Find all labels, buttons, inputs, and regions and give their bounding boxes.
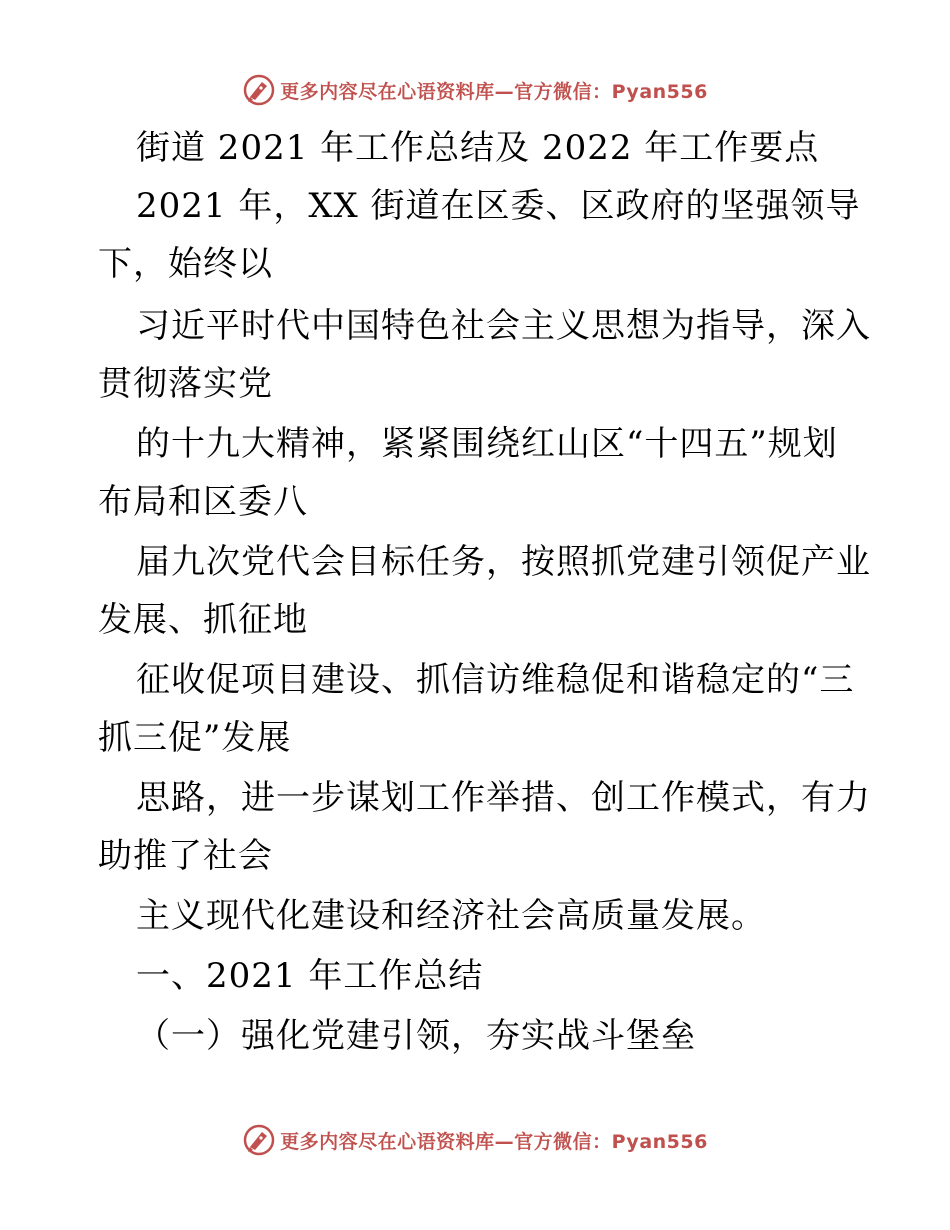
paragraph-line: 习近平时代中国特色社会主义思想为指导，深入 <box>136 306 871 346</box>
paragraph-line: 主义现代化建设和经济社会高质量发展。 <box>136 896 766 936</box>
pen-nib-circle-icon <box>242 73 276 107</box>
watermark-text: 更多内容尽在心语资料库—官方微信：Pyan556 <box>280 80 708 103</box>
footer-watermark <box>0 1120 950 1160</box>
paragraph-line: 抓三促”发展 <box>98 718 292 758</box>
paragraph-line: 2021 年，XX 街道在区委、区政府的坚强领导 <box>136 186 861 226</box>
pen-nib-circle-icon <box>242 1123 276 1157</box>
paragraph-line: 发展、抓征地 <box>98 600 308 640</box>
subsection-heading: （一）强化党建引领，夯实战斗堡垒 <box>136 1016 696 1056</box>
paragraph-line: 征收促项目建设、抓信访维稳促和谐稳定的“三 <box>136 660 855 700</box>
paragraph-line: 届九次党代会目标任务，按照抓党建引领促产业 <box>136 542 871 582</box>
paragraph-line: 下，始终以 <box>98 244 273 284</box>
paragraph-line: 贯彻落实党 <box>98 364 273 404</box>
watermark-text: 更多内容尽在心语资料库—官方微信：Pyan556 <box>280 1130 708 1153</box>
header-watermark <box>0 70 950 110</box>
document-title: 街道 2021 年工作总结及 2022 年工作要点 <box>136 128 820 168</box>
paragraph-line: 思路，进一步谋划工作举措、创工作模式，有力 <box>136 778 871 818</box>
section-heading: 一、2021 年工作总结 <box>136 956 484 996</box>
paragraph-line: 的十九大精神，紧紧围绕红山区“十四五”规划 <box>136 424 838 464</box>
paragraph-line: 布局和区委八 <box>98 482 308 522</box>
paragraph-line: 助推了社会 <box>98 836 273 876</box>
